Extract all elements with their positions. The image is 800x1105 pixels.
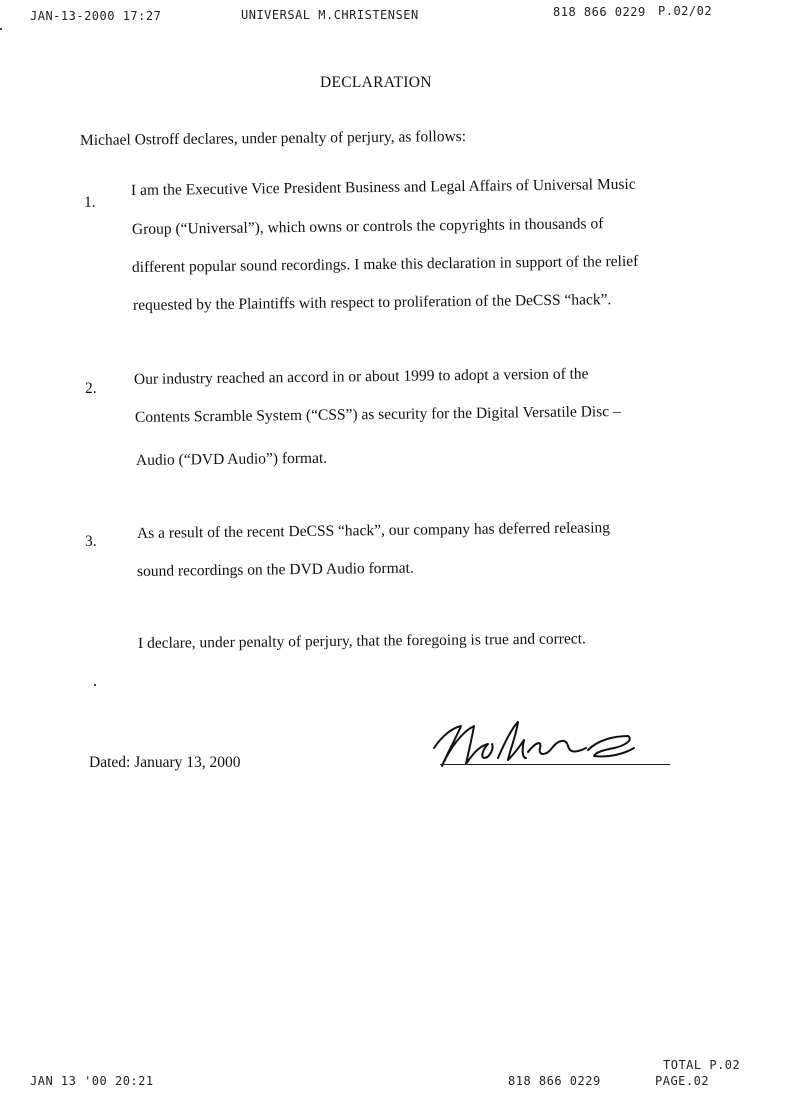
item-line: Contents Scramble System (“CSS”) as security for the Digital Versatile Disc – [134,403,621,426]
item-line: As a result of the recent DeCSS “hack”, our company has deferred releasing [136,519,611,542]
item-number: 3. [85,533,97,550]
item-line: sound recordings on the DVD Audio format. [136,559,414,580]
fax-header-datetime: JAN-13-2000 17:27 [30,9,162,23]
closing-statement: I declare, under penalty of perjury, that the foregoing is true and correct. [137,630,586,652]
scan-speck [0,28,2,30]
item-line: Audio (“DVD Audio”) format. [135,449,328,469]
item-line: requested by the Plaintiffs with respect to proliferation of the DeCSS “hack”. [132,291,612,314]
scan-speck [94,684,96,686]
item-number: 2. [85,380,97,397]
signature [428,718,673,770]
fax-header-phone: 818 866 0229 [553,5,646,19]
item-line: different popular sound recordings. I make this declaration in support of the relief [131,252,639,276]
item-line: I am the Executive Vice President Business and Legal Affairs of Universal Music [130,175,636,199]
item-number: 1. [84,194,96,211]
dated-line: Dated: January 13, 2000 [89,754,241,771]
fax-footer-phone: 818 866 0229 [508,1074,601,1088]
item-line: Group (“Universal”), which owns or controls the copyrights in thousands of [131,215,604,238]
fax-header-page: P.02/02 [658,4,713,18]
item-line: Our industry reached an accord in or about 1999 to adopt a version of the [133,365,589,388]
fax-header-sender: UNIVERSAL M.CHRISTENSEN [241,8,419,22]
fax-footer-total: TOTAL P.02 [663,1058,741,1072]
intro-paragraph: Michael Ostroff declares, under penalty of perjury, as follows: [79,127,467,149]
page-title: DECLARATION [320,74,432,91]
fax-footer-page: PAGE.02 [655,1074,710,1088]
signature-line [440,764,670,765]
fax-footer-datetime: JAN 13 '00 20:21 [30,1074,154,1088]
